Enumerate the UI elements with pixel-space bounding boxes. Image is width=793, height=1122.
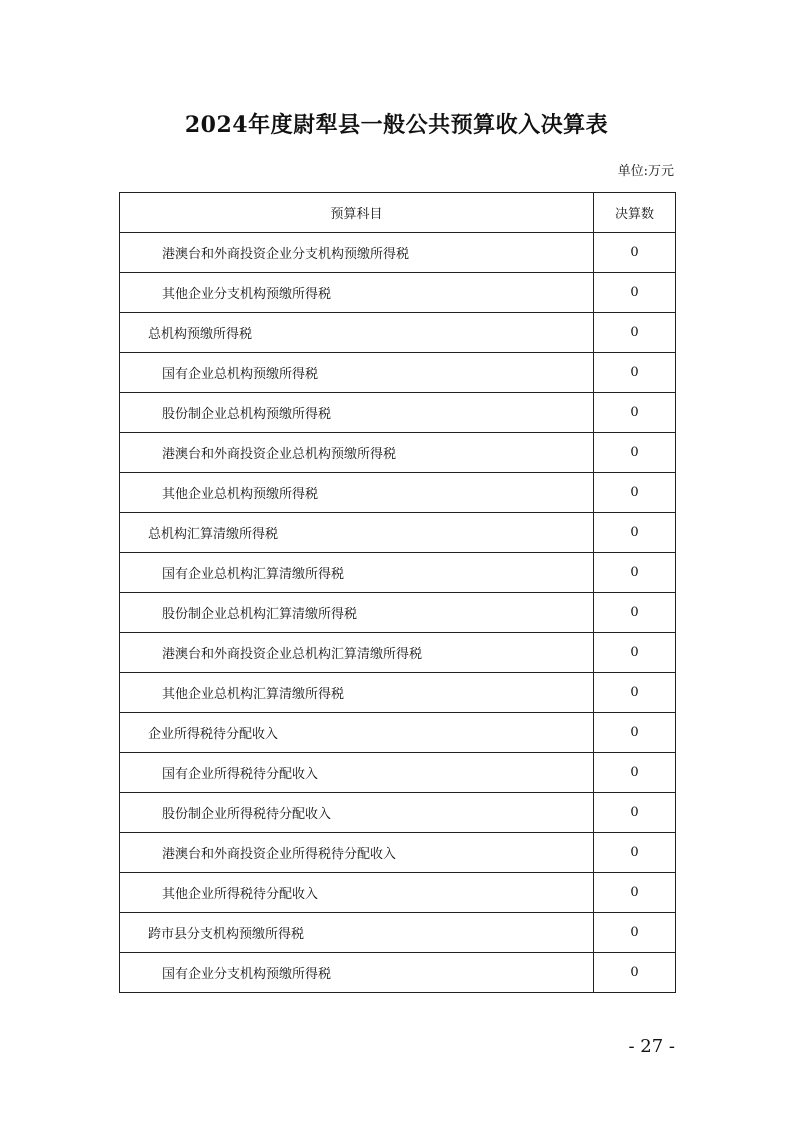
- table-row: [120, 873, 676, 913]
- row-item-value: 0: [594, 553, 676, 593]
- row-item-value: 0: [594, 673, 676, 713]
- table-row: [120, 753, 676, 793]
- row-item-value: 0: [594, 473, 676, 513]
- row-item-label: 国有企业所得税待分配收入: [120, 753, 594, 793]
- row-item-label: 股份制企业总机构汇算清缴所得税: [120, 593, 594, 633]
- row-item-label: 港澳台和外商投资企业所得税待分配收入: [120, 833, 594, 873]
- table-row: [120, 473, 676, 513]
- row-item-label: 股份制企业总机构预缴所得税: [120, 393, 594, 433]
- table-row: [120, 393, 676, 433]
- row-item-value: 0: [594, 233, 676, 273]
- row-item-label: 其他企业总机构汇算清缴所得税: [120, 673, 594, 713]
- row-item-value: 0: [594, 793, 676, 833]
- header-budget-item: 预算科目: [120, 193, 594, 233]
- document-title: 2024年度尉犁县一般公共预算收入决算表: [184, 112, 609, 138]
- row-item-value: 0: [594, 873, 676, 913]
- row-item-value: 0: [594, 513, 676, 553]
- unit-label: 单位:万元: [617, 164, 674, 179]
- row-item-label: 总机构预缴所得税: [120, 313, 594, 353]
- table-row: [120, 633, 676, 673]
- row-item-label: 港澳台和外商投资企业总机构汇算清缴所得税: [120, 633, 594, 673]
- row-item-value: 0: [594, 393, 676, 433]
- row-item-value: 0: [594, 753, 676, 793]
- budget-table: [119, 192, 676, 993]
- row-item-label: 跨市县分支机构预缴所得税: [120, 913, 594, 953]
- row-item-label: 其他企业分支机构预缴所得税: [120, 273, 594, 313]
- table-row: [120, 833, 676, 873]
- row-item-value: 0: [594, 593, 676, 633]
- table-row: [120, 673, 676, 713]
- row-item-value: 0: [594, 273, 676, 313]
- row-item-label: 港澳台和外商投资企业总机构预缴所得税: [120, 433, 594, 473]
- row-item-value: 0: [594, 713, 676, 753]
- row-item-label: 国有企业分支机构预缴所得税: [120, 953, 594, 993]
- row-item-label: 其他企业总机构预缴所得税: [120, 473, 594, 513]
- table-row: [120, 913, 676, 953]
- row-item-label: 国有企业总机构汇算清缴所得税: [120, 553, 594, 593]
- page-number: - 27 -: [628, 1036, 675, 1057]
- row-item-label: 企业所得税待分配收入: [120, 713, 594, 753]
- header-final-amount: 决算数: [594, 193, 676, 233]
- row-item-label: 总机构汇算清缴所得税: [120, 513, 594, 553]
- table-row: [120, 513, 676, 553]
- row-item-value: 0: [594, 913, 676, 953]
- table-row: [120, 313, 676, 353]
- table-header-row: [120, 193, 676, 233]
- row-item-value: 0: [594, 433, 676, 473]
- row-item-value: 0: [594, 953, 676, 993]
- row-item-value: 0: [594, 633, 676, 673]
- row-item-value: 0: [594, 313, 676, 353]
- table-row: [120, 953, 676, 993]
- table-row: [120, 353, 676, 393]
- row-item-label: 其他企业所得税待分配收入: [120, 873, 594, 913]
- table-row: [120, 793, 676, 833]
- row-item-value: 0: [594, 833, 676, 873]
- table-row: [120, 593, 676, 633]
- table-row: [120, 433, 676, 473]
- row-item-label: 国有企业总机构预缴所得税: [120, 353, 594, 393]
- row-item-label: 港澳台和外商投资企业分支机构预缴所得税: [120, 233, 594, 273]
- row-item-value: 0: [594, 353, 676, 393]
- table-row: [120, 273, 676, 313]
- table-row: [120, 553, 676, 593]
- table-row: [120, 713, 676, 753]
- row-item-label: 股份制企业所得税待分配收入: [120, 793, 594, 833]
- table-row: [120, 233, 676, 273]
